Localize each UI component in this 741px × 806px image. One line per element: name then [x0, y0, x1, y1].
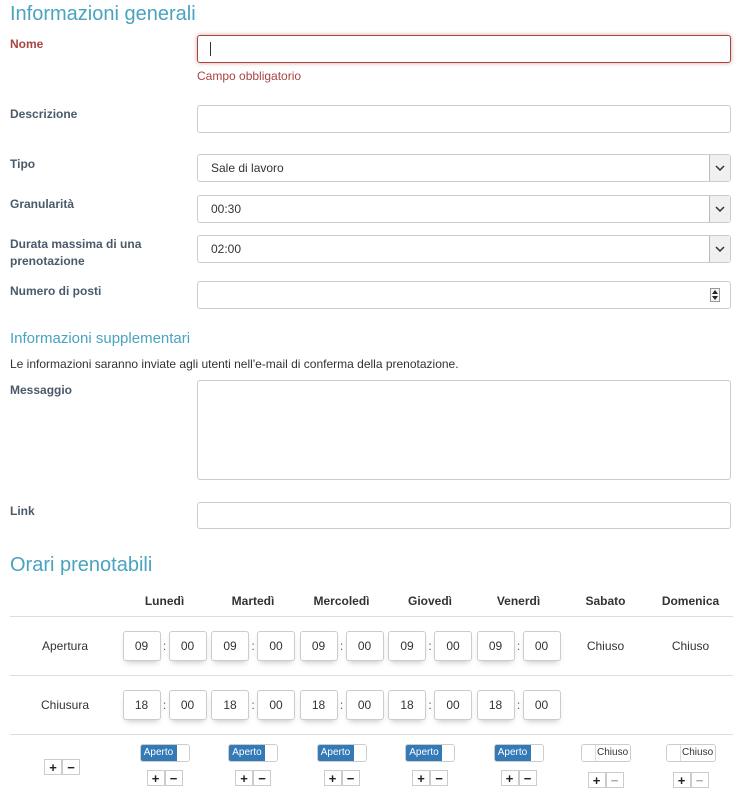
maxdur-select[interactable] [197, 235, 731, 263]
day-header-thu: Giovedì [386, 585, 474, 617]
open-toggle-fri[interactable]: Aperto [494, 744, 544, 762]
maxdur-label: Durata massima di una prenotazione [10, 237, 142, 268]
plus-icon[interactable]: + [147, 770, 165, 786]
chevron-down-icon[interactable] [709, 236, 730, 262]
description-label: Descrizione [10, 107, 78, 121]
minus-icon[interactable]: − [342, 770, 360, 786]
minute-input[interactable]: 00 [169, 631, 207, 661]
minute-input[interactable]: 00 [523, 631, 561, 661]
closed-text-sun: Chiuso [648, 617, 733, 676]
description-input[interactable] [197, 105, 731, 133]
time-picker-close-mon: 18 : 00 [123, 690, 207, 720]
hours-table [10, 585, 733, 806]
day-header-sat: Sabato [563, 585, 648, 617]
chevron-down-icon[interactable] [709, 155, 730, 181]
time-picker-open-wed: 09 : 00 [300, 631, 384, 661]
minute-input[interactable]: 00 [257, 631, 295, 661]
minute-input[interactable]: 00 [523, 690, 561, 720]
hour-input[interactable]: 18 [477, 690, 515, 720]
granularity-select[interactable] [197, 195, 731, 223]
hour-input[interactable]: 09 [388, 631, 426, 661]
section-title-general: Informazioni generali [10, 3, 196, 25]
minus-icon[interactable]: − [606, 772, 624, 788]
minute-input[interactable]: 00 [346, 631, 384, 661]
seats-input[interactable] [197, 281, 731, 309]
open-toggle-wed[interactable]: Aperto [317, 744, 367, 762]
name-label: Nome [10, 37, 44, 51]
name-error-message: Campo obbligatorio [197, 69, 302, 83]
plus-icon[interactable]: + [501, 770, 519, 786]
row-add-remove [44, 759, 80, 775]
minute-input[interactable]: 00 [434, 631, 472, 661]
granularity-label: Granularità [10, 197, 75, 211]
minus-icon[interactable]: − [519, 770, 537, 786]
maxdur-select-value: 02:00 [211, 242, 242, 256]
hour-input[interactable]: 09 [211, 631, 249, 661]
closed-text-sat: Chiuso [563, 617, 648, 676]
section-title-extra: Informazioni supplementari [10, 330, 191, 347]
minus-icon[interactable]: − [253, 770, 271, 786]
minus-icon[interactable]: − [430, 770, 448, 786]
time-picker-close-tue: 18 : 00 [211, 690, 295, 720]
link-label: Link [10, 504, 35, 518]
open-toggle-tue[interactable]: Aperto [228, 744, 278, 762]
day-header-sun: Domenica [648, 585, 733, 617]
open-toggle-mon[interactable]: Aperto [140, 744, 190, 762]
granularity-select-value: 00:30 [211, 202, 242, 216]
hour-input[interactable]: 18 [123, 690, 161, 720]
hour-input[interactable]: 09 [123, 631, 161, 661]
message-label: Messaggio [10, 383, 73, 397]
open-toggle-sun[interactable]: Chiuso [666, 744, 716, 762]
hour-input[interactable]: 18 [211, 690, 249, 720]
minute-input[interactable]: 00 [257, 690, 295, 720]
minus-icon[interactable]: − [62, 759, 80, 775]
name-input[interactable] [197, 35, 731, 63]
hour-input[interactable]: 18 [388, 690, 426, 720]
text-caret [210, 42, 211, 56]
minute-input[interactable]: 00 [434, 690, 472, 720]
time-picker-open-mon: 09 : 00 [123, 631, 207, 661]
open-toggle-thu[interactable]: Aperto [405, 744, 455, 762]
type-select-value: Sale di lavoro [211, 161, 284, 175]
plus-icon[interactable]: + [235, 770, 253, 786]
plus-icon[interactable]: + [44, 759, 62, 775]
row-label-close: Chiusura [10, 676, 120, 735]
minus-icon[interactable]: − [165, 770, 183, 786]
plus-icon[interactable]: + [412, 770, 430, 786]
time-picker-open-thu: 09 : 00 [388, 631, 472, 661]
message-textarea[interactable] [197, 380, 731, 480]
row-label-open: Apertura [10, 617, 120, 676]
time-picker-open-tue: 09 : 00 [211, 631, 295, 661]
day-header-tue: Martedì [209, 585, 297, 617]
time-picker-open-fri: 09 : 00 [477, 631, 561, 661]
seats-label: Numero di posti [10, 284, 102, 298]
spinner-arrows-icon[interactable] [710, 288, 720, 302]
day-header-wed: Mercoledì [297, 585, 386, 617]
extra-info-note: Le informazioni saranno inviate agli utenti nell'e-mail di conferma della prenotazione. [10, 357, 459, 371]
type-label: Tipo [10, 157, 36, 171]
plus-icon[interactable]: + [324, 770, 342, 786]
plus-icon[interactable]: + [673, 772, 691, 788]
day-header-mon: Lunedì [120, 585, 209, 617]
time-picker-close-wed: 18 : 00 [300, 690, 384, 720]
hour-input[interactable]: 09 [300, 631, 338, 661]
minute-input[interactable]: 00 [169, 690, 207, 720]
link-input[interactable] [197, 502, 731, 529]
time-picker-close-fri: 18 : 00 [477, 690, 561, 720]
chevron-down-icon[interactable] [709, 196, 730, 222]
minus-icon[interactable]: − [691, 772, 709, 788]
day-header-fri: Venerdì [474, 585, 563, 617]
section-title-hours: Orari prenotabili [10, 554, 153, 576]
plus-icon[interactable]: + [588, 772, 606, 788]
hour-input[interactable]: 18 [300, 690, 338, 720]
type-select[interactable] [197, 154, 731, 182]
minute-input[interactable]: 00 [346, 690, 384, 720]
open-toggle-sat[interactable]: Chiuso [581, 744, 631, 762]
hour-input[interactable]: 09 [477, 631, 515, 661]
time-picker-close-thu: 18 : 00 [388, 690, 472, 720]
